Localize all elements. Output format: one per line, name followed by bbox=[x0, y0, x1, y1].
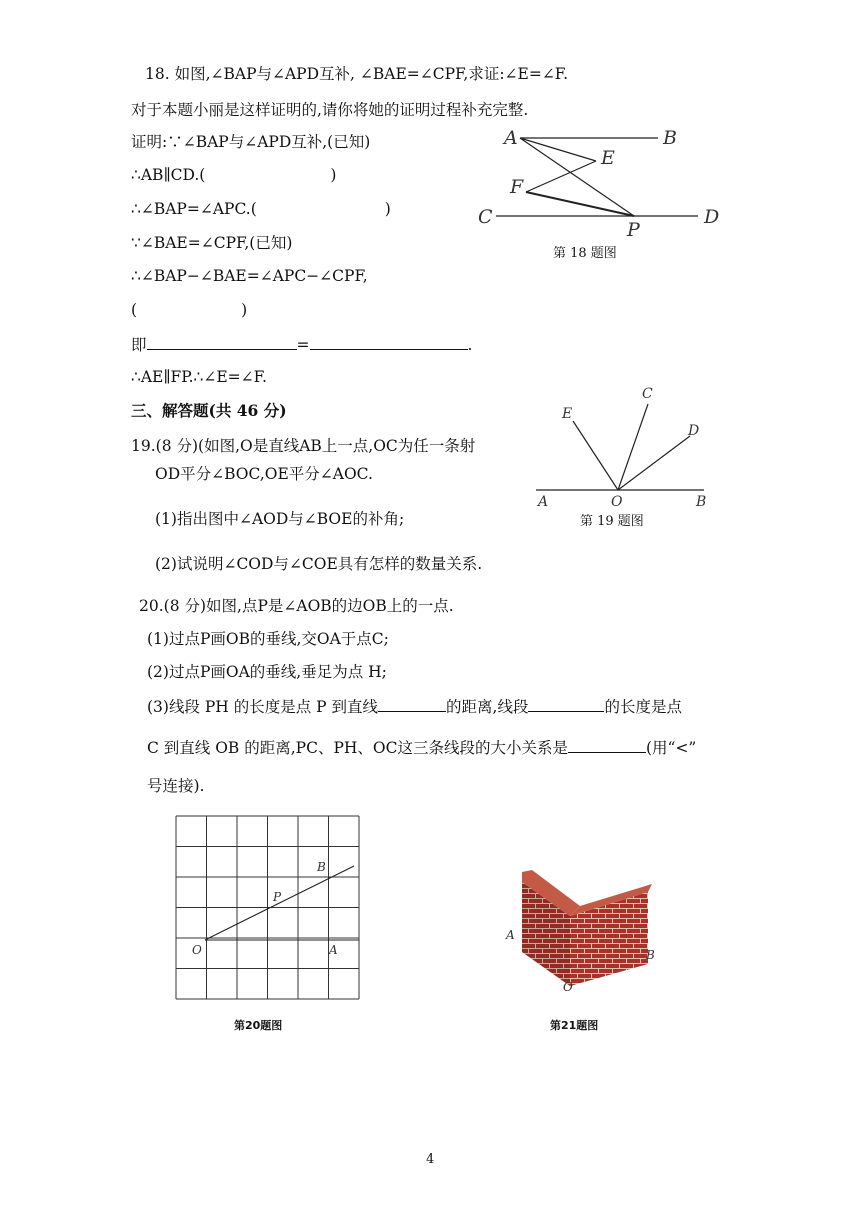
q20-part-3-f: 号连接). bbox=[147, 777, 205, 795]
q18-proof-line-7 bbox=[131, 334, 472, 355]
q20-part-3-line-2 bbox=[147, 737, 696, 758]
fig20-label-p: P bbox=[273, 890, 282, 904]
q21-figure-caption: 第21题图 bbox=[550, 1019, 599, 1032]
fig19-label-e: E bbox=[562, 406, 573, 422]
q20-part-3-a: (3)线段 PH 的长度是点 P 到直线 bbox=[147, 698, 379, 716]
q20-part-1: (1)过点P画OB的垂线,交OA于点C; bbox=[147, 630, 389, 648]
q18-figure-caption: 第 18 题图 bbox=[553, 246, 617, 261]
ray-oc bbox=[618, 404, 648, 490]
q20-stem: 20.(8 分)如图,点P是∠AOB的边OB上的一点. bbox=[139, 597, 454, 615]
q18-angle-blank-1[interactable] bbox=[147, 334, 297, 350]
q19-figure-caption: 第 19 题图 bbox=[580, 514, 644, 529]
q20-line-blank[interactable] bbox=[378, 696, 446, 712]
q18-intro: 对于本题小丽是这样证明的,请你将她的证明过程补充完整. bbox=[131, 101, 529, 119]
fig21-label-o: O bbox=[563, 980, 573, 994]
fig18-label-a: A bbox=[504, 127, 518, 149]
fig19-label-o: O bbox=[611, 494, 623, 510]
fig19-label-d: D bbox=[688, 423, 700, 439]
q20-part-3-b: 的距离,线段 bbox=[446, 698, 529, 716]
grid-lines bbox=[176, 816, 359, 999]
q18-proof-line-6-open: ( bbox=[131, 301, 138, 319]
fig20-label-a: A bbox=[329, 943, 338, 957]
fig19-label-b: B bbox=[696, 494, 707, 510]
q20-segment-blank[interactable] bbox=[528, 696, 604, 712]
section-3-heading: 三、解答题(共 46 分) bbox=[131, 401, 287, 420]
q19-figure bbox=[530, 380, 720, 510]
q20-part-3-e: (用“<” bbox=[645, 739, 697, 757]
segment-ae bbox=[520, 138, 596, 161]
q20-relation-blank[interactable] bbox=[568, 737, 646, 753]
q19-stem-clip bbox=[131, 434, 531, 458]
q18-proof-line-6-close: ) bbox=[241, 301, 248, 319]
q20-figure-caption: 第20题图 bbox=[234, 1019, 283, 1032]
fig18-label-b: B bbox=[663, 127, 677, 149]
q20-part-3-line-1 bbox=[147, 696, 682, 717]
fig21-label-b: B bbox=[646, 948, 655, 962]
ray-oe bbox=[573, 421, 618, 490]
q18-proof-line-1: 证明:∵∠BAP与∠APD互补,(已知) bbox=[131, 133, 371, 151]
q18-proof-line-2-text: ∴AB∥CD.( bbox=[131, 166, 206, 184]
page-number: 4 bbox=[426, 1152, 435, 1167]
q18-proof-line-2-end: ) bbox=[330, 166, 337, 184]
q18-proof-line-3-end: ) bbox=[384, 200, 391, 218]
q18-proof-line-6 bbox=[131, 300, 247, 320]
fig19-label-a: A bbox=[538, 494, 549, 510]
fig21-label-a: A bbox=[506, 928, 515, 942]
fig20-label-b: B bbox=[317, 860, 326, 874]
fig18-label-f: F bbox=[510, 176, 524, 198]
q18-proof-line-4: ∵∠BAE=∠CPF,(已知) bbox=[131, 234, 293, 252]
q20-part-3-c: 的长度是点 bbox=[604, 698, 682, 716]
q18-stem: 18. 如图,∠BAP与∠APD互补, ∠BAE=∠CPF,求证:∠E=∠F. bbox=[145, 65, 569, 83]
ray-od bbox=[618, 436, 690, 490]
fig18-label-c: C bbox=[478, 206, 493, 228]
q20-part-3-d: C 到直线 OB 的距离,PC、PH、OC这三条线段的大小关系是 bbox=[147, 739, 568, 757]
q18-proof-line-5: ∴∠BAP−∠BAE=∠APC−∠CPF, bbox=[131, 267, 368, 285]
q18-angle-blank-2[interactable] bbox=[310, 334, 468, 350]
q19-stem-b: OD平分∠BOC,OE平分∠AOC. bbox=[155, 465, 373, 483]
fig18-label-d: D bbox=[704, 206, 720, 228]
segment-fp bbox=[526, 192, 634, 216]
q18-proof-line-7-eq: = bbox=[296, 336, 310, 354]
q19-part-2: (2)试说明∠COD与∠COE具有怎样的数量关系. bbox=[155, 555, 483, 573]
q18-proof-line-7-pre: 即 bbox=[131, 336, 147, 354]
q19-part-1: (1)指出图中∠AOD与∠BOE的补角; bbox=[155, 510, 405, 528]
fig20-label-o: O bbox=[192, 943, 202, 957]
q18-figure bbox=[470, 120, 730, 250]
fig18-label-e: E bbox=[601, 147, 615, 169]
q19-stem-a: 19.(8 分)(如图,O是直线AB上一点,OC为任一条射 bbox=[131, 437, 476, 455]
q20-part-2: (2)过点P画OA的垂线,垂足为点 H; bbox=[147, 663, 387, 681]
q21-brick-wall-figure bbox=[500, 858, 670, 998]
q18-proof-line-3 bbox=[131, 199, 391, 219]
q18-proof-line-8: ∴AE∥FP.∴∠E=∠F. bbox=[131, 368, 267, 386]
fig19-label-c: C bbox=[642, 386, 653, 402]
q18-proof-line-3-text: ∴∠BAP=∠APC.( bbox=[131, 200, 257, 218]
q20-grid-figure bbox=[176, 816, 366, 1006]
q18-proof-line-7-end: . bbox=[467, 336, 473, 354]
q18-proof-line-2 bbox=[131, 165, 336, 185]
fig18-label-p: P bbox=[627, 219, 640, 241]
